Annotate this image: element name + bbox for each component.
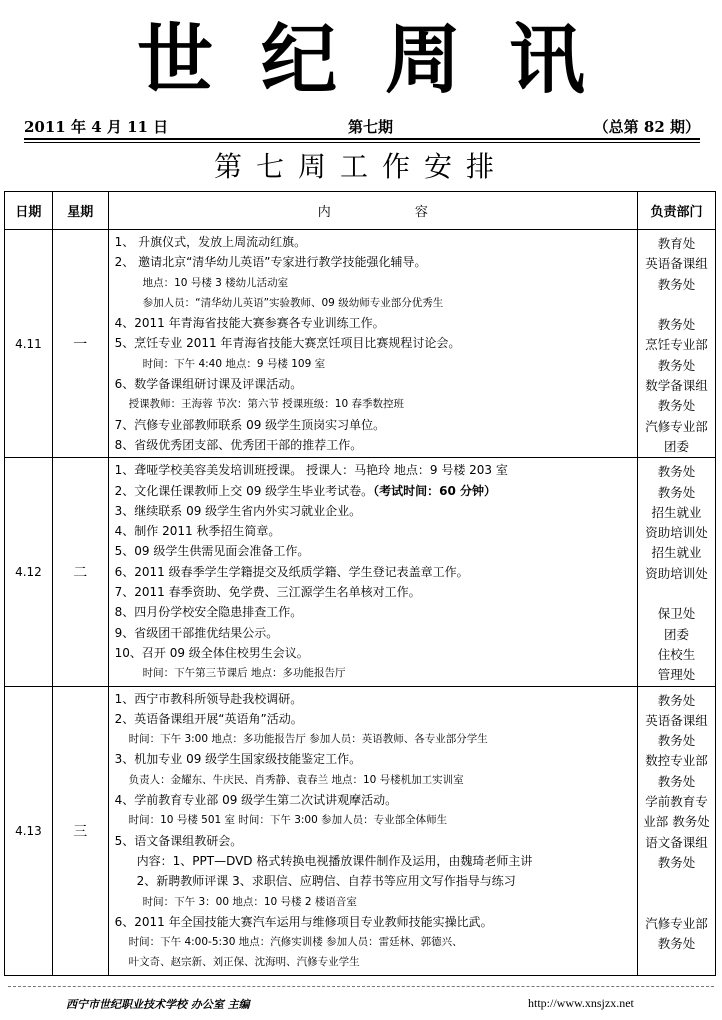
schedule-line (115, 541, 633, 561)
schedule-line (115, 952, 633, 972)
department-label: 教育处 (657, 236, 696, 251)
schedule-line (115, 415, 633, 435)
schedule-line (115, 790, 633, 810)
schedule-line-text: 7、2011 春季资助、免学费、三江源学生名单核对工作。 (114, 585, 421, 600)
schedule-line (115, 831, 633, 851)
department-label: 教务处 (657, 484, 696, 500)
schedule-line (115, 435, 633, 455)
department-label: 住校生 (657, 646, 696, 662)
schedule-line-text: 6、2011 年全国技能大赛汽车运用与维修项目专业教师技能实操比武。 (114, 914, 493, 929)
schedule-line-text: 7、汽修专业部教师联系 09 级学生顶岗实习单位。 (114, 417, 386, 432)
schedule-line (115, 394, 633, 414)
schedule-line (115, 232, 633, 252)
schedule-line (115, 333, 633, 353)
schedule-line (115, 892, 633, 912)
schedule-line-text: 3、继续联系 09 级学生省内外实习就业企业。 (114, 503, 362, 518)
department-label: 资助培训处 (645, 565, 708, 581)
schedule-line-text: 授课教师：王海蓉 节次：第六节 授课班级：10 春季数控班 (128, 398, 404, 411)
schedule-line-emphasis: （考试时间：60 分钟） (373, 483, 497, 498)
day-weekday: 三 (52, 686, 108, 975)
masthead-char: 周 (385, 15, 461, 104)
department-label (638, 584, 715, 604)
department-label: 学前教育专 (645, 794, 708, 810)
department-label: 教务处 (657, 357, 696, 373)
schedule-line-text: 6、数学备课组研讨课及评课活动。 (114, 377, 303, 392)
schedule-line-text: 5、语文备课组教研会。 (114, 833, 243, 848)
schedule-line-text: 2、文化课任课教师上交 09 级学生毕业考试卷。 (114, 483, 374, 498)
schedule-line-text: 6、2011 级春季学生学籍提交及纸质学籍、学生登记表盖章工作。 (114, 564, 469, 579)
department-label: 烹饪专业部 (645, 337, 708, 353)
schedule-line-text: 5、烹饪专业 2011 年青海省技能大赛烹饪项目比赛规程讨论会。 (114, 336, 461, 351)
department-label: 汽修专业部 (645, 418, 708, 434)
header-weekday: 星期 (52, 192, 108, 230)
schedule-line (115, 501, 633, 521)
schedule-line-text: 参加人员：“清华幼儿英语”实验教师、09 级幼师专业部分优秀生 (142, 296, 444, 309)
department-label: 团委 (664, 438, 690, 454)
department-label: 英语备课组 (645, 256, 708, 272)
issue-number: 第七期 (348, 118, 394, 136)
department-label: 资助培训处 (645, 525, 708, 541)
schedule-line (115, 562, 633, 582)
schedule-line-text: 4、制作 2011 秋季招生简章。 (114, 524, 281, 539)
schedule-line (115, 460, 633, 480)
schedule-line-text: 1、 升旗仪式，发放上周流动红旗。 (114, 235, 307, 249)
schedule-line-text: 时间：下午 3:00 地点：多功能报告厅 参加人员：英语教师、各专业部分学生 (128, 733, 488, 746)
schedule-line (115, 623, 633, 643)
schedule-line-text: 4、学前教育专业部 09 级学生第二次试讲观摩活动。 (114, 793, 398, 808)
day-departments (638, 230, 716, 458)
header-rule (24, 138, 700, 140)
schedule-line (115, 354, 633, 374)
department-label: 教务处 (657, 692, 696, 708)
schedule-line-text: 9、省级团干部推优结果公示。 (114, 625, 279, 640)
department-label: 教务处 (657, 398, 696, 414)
schedule-line (115, 273, 633, 293)
day-content (108, 230, 637, 458)
schedule-line-text: 8、省级优秀团支部、优秀团干部的推荐工作。 (114, 437, 363, 452)
department-label (638, 873, 715, 893)
schedule-line (115, 851, 633, 871)
schedule-line (115, 643, 633, 663)
footer-url[interactable]: http://www.xnsjzx.net (528, 996, 634, 1010)
header-rule-thin (24, 142, 700, 143)
department-label: 英语备课组 (645, 712, 708, 728)
day-weekday: 二 (52, 458, 108, 686)
department-label: 保卫处 (657, 606, 696, 622)
schedule-line-text: 2、 邀请北京“清华幼儿英语”专家进行教学技能强化辅导。 (114, 255, 427, 270)
schedule-line (115, 912, 633, 932)
department-label: 数学备课组 (645, 378, 708, 394)
schedule-line-text: 时间：下午 4:40 地点：9 号楼 109 室 (142, 357, 326, 370)
schedule-line (115, 749, 633, 769)
schedule-line-text: 地点：10 号楼 3 楼幼儿活动室 (142, 276, 289, 289)
schedule-line-text: 3、机加专业 09 级学生国家级技能鉴定工作。 (114, 752, 362, 767)
schedule-line (115, 871, 633, 891)
department-label (638, 295, 715, 315)
schedule-line (115, 481, 633, 501)
day-date: 4.13 (5, 686, 53, 975)
department-label: 业部 教务处 (643, 814, 710, 830)
schedule-line-text: 时间：下午 3：00 地点：10 号楼 2 楼语音室 (142, 895, 357, 908)
schedule-line-text: 5、09 级学生供需见面会准备工作。 (114, 544, 310, 559)
masthead-char: 讯 (509, 15, 585, 104)
schedule-line-text: 负责人：金耀东、牛庆民、肖秀静、袁春兰 地点：10 号楼机加工实训室 (128, 773, 464, 786)
schedule-line (115, 810, 633, 830)
schedule-line-text: 时间：下午 4:00-5:30 地点：汽修实训楼 参加人员：雷廷林、郭德兴、 (128, 936, 463, 949)
schedule-line-text: 4、2011 年青海省技能大赛参赛各专业训练工作。 (114, 316, 385, 331)
schedule-line-text: 1、西宁市教科所领导赴我校调研。 (114, 691, 303, 706)
header-content: 内 容 (108, 192, 637, 230)
schedule-line (115, 729, 633, 749)
department-label: 汽修专业部 (645, 915, 708, 931)
day-weekday: 一 (52, 230, 108, 458)
schedule-line (115, 709, 633, 729)
day-content (108, 686, 637, 975)
schedule-line-text: 叶文奇、赵宗新、刘正保、沈海明、汽修专业学生 (128, 956, 360, 969)
footer-publisher: 西宁市世纪职业技术学校 办公室 主编 (66, 998, 250, 1011)
schedule-line (115, 293, 633, 313)
schedule-line-text: 内容：1、PPT—DVD 格式转换电视播放课件制作及运用，由魏琦老师主讲 (136, 853, 533, 868)
day-date: 4.12 (5, 458, 53, 686)
week-title: 第七周工作安排 (213, 150, 508, 183)
department-label: 招生就业 (651, 545, 702, 561)
department-label: 教务处 (657, 464, 696, 480)
department-label: 招生就业 (651, 504, 702, 520)
department-label (638, 954, 715, 974)
masthead-char: 世 (137, 15, 213, 104)
schedule-line-text: 2、新聘教师评课 3、求职信、应聘信、自荐书等应用文写作指导与练习 (136, 874, 516, 889)
department-label (638, 894, 715, 914)
schedule-line (115, 663, 633, 683)
schedule-line-text: 10、召开 09 级全体住校男生会议。 (114, 645, 309, 660)
department-label: 教务处 (657, 733, 696, 749)
table-row (5, 458, 716, 686)
schedule-line-text: 2、英语备课组开展“英语角”活动。 (114, 711, 303, 726)
issue-line (24, 116, 700, 138)
table-header-row (5, 192, 716, 230)
day-departments (638, 458, 716, 686)
department-label: 语文备课组 (645, 834, 708, 850)
schedule-line (115, 689, 633, 709)
day-content (108, 458, 637, 686)
table-row (5, 230, 716, 458)
schedule-line (115, 313, 633, 333)
day-departments (638, 686, 716, 975)
schedule-line-text: 时间：下午第三节课后 地点：多功能报告厅 (142, 667, 346, 680)
schedule-line (115, 932, 633, 952)
schedule-line (115, 602, 633, 622)
schedule-line-text: 1、聋哑学校美容美发培训班授课。 授课人：马艳玲 地点：9 号楼 203 室 (114, 463, 508, 478)
header-dept: 负责部门 (638, 192, 716, 230)
department-label: 团委 (664, 626, 690, 642)
header-date: 日期 (5, 192, 53, 230)
day-date: 4.11 (5, 230, 53, 458)
schedule-line (115, 770, 633, 790)
department-label: 数控专业部 (645, 753, 708, 769)
masthead (0, 15, 722, 104)
issue-total: （总第 82 期） (593, 118, 700, 136)
schedule-line (115, 582, 633, 602)
schedule-line (115, 374, 633, 394)
table-row (5, 686, 716, 975)
footer-rule (8, 986, 714, 987)
department-label: 教务处 (657, 936, 696, 952)
schedule-table (4, 191, 716, 976)
issue-date: 2011 年 4 月 11 日 (24, 118, 169, 136)
department-label: 教务处 (657, 317, 696, 333)
masthead-char: 纪 (261, 15, 337, 104)
schedule-line (115, 252, 633, 272)
department-label: 教务处 (657, 773, 696, 789)
department-label: 教务处 (657, 854, 696, 870)
department-label: 管理处 (657, 667, 696, 683)
schedule-line-text: 8、四月份学校安全隐患排查工作。 (114, 605, 303, 620)
schedule-line-text: 时间：10 号楼 501 室 时间：下午 3:00 参加人员：专业部全体师生 (128, 814, 448, 827)
schedule-line (115, 521, 633, 541)
department-label: 教务处 (657, 276, 696, 292)
